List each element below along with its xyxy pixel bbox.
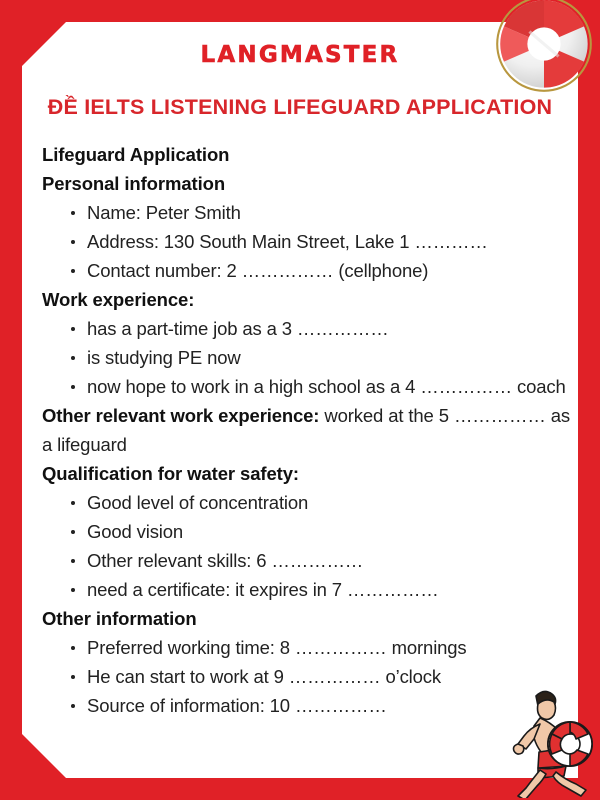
list-item: need a certificate: it expires in 7 …………… (70, 575, 570, 604)
page-title: ĐỀ IELTS LISTENING LIFEGUARD APPLICATION (47, 95, 553, 119)
heading-qualification-water-safety: Qualification for water safety: (42, 463, 299, 484)
list-item: Good level of concentration (70, 488, 570, 517)
list-item: Contact number: 2 …………… (cellphone) (70, 256, 570, 285)
other-experience-label: Other relevant work experience: (42, 405, 320, 426)
list-item: is studying PE now (70, 343, 570, 372)
list-item: Name: Peter Smith (70, 198, 570, 227)
heading-personal-information: Personal information (42, 173, 226, 194)
list-item: Other relevant skills: 6 …………… (70, 546, 570, 575)
list-item: He can start to work at 9 …………… o’clock (70, 662, 570, 691)
brand-logo: LANGMASTER (200, 42, 400, 68)
list-item: Source of information: 10 …………… (70, 691, 570, 720)
list-item: Preferred working time: 8 …………… mornings (70, 633, 570, 662)
list-item: Good vision (70, 517, 570, 546)
other-experience-text: worked at the 5 …………… as a lifeguard (42, 405, 571, 455)
heading-other-information: Other information (42, 608, 197, 629)
heading-lifeguard-application: Lifeguard Application (42, 144, 230, 165)
personal-information-list (70, 198, 570, 285)
list-item: Address: 130 South Main Street, Lake 1 ………… (70, 227, 570, 256)
qualification-list (70, 488, 570, 604)
heading-work-experience: Work experience: (42, 289, 195, 310)
lifeguard-runner-icon (490, 678, 598, 798)
list-item: now hope to work in a high school as a 4 …………… coach (70, 372, 570, 401)
work-experience-list (70, 314, 570, 401)
document-body (42, 140, 570, 720)
lifebuoy-icon (492, 0, 596, 96)
list-item: has a part-time job as a 3 …………… (70, 314, 570, 343)
other-relevant-work-experience (42, 401, 570, 459)
